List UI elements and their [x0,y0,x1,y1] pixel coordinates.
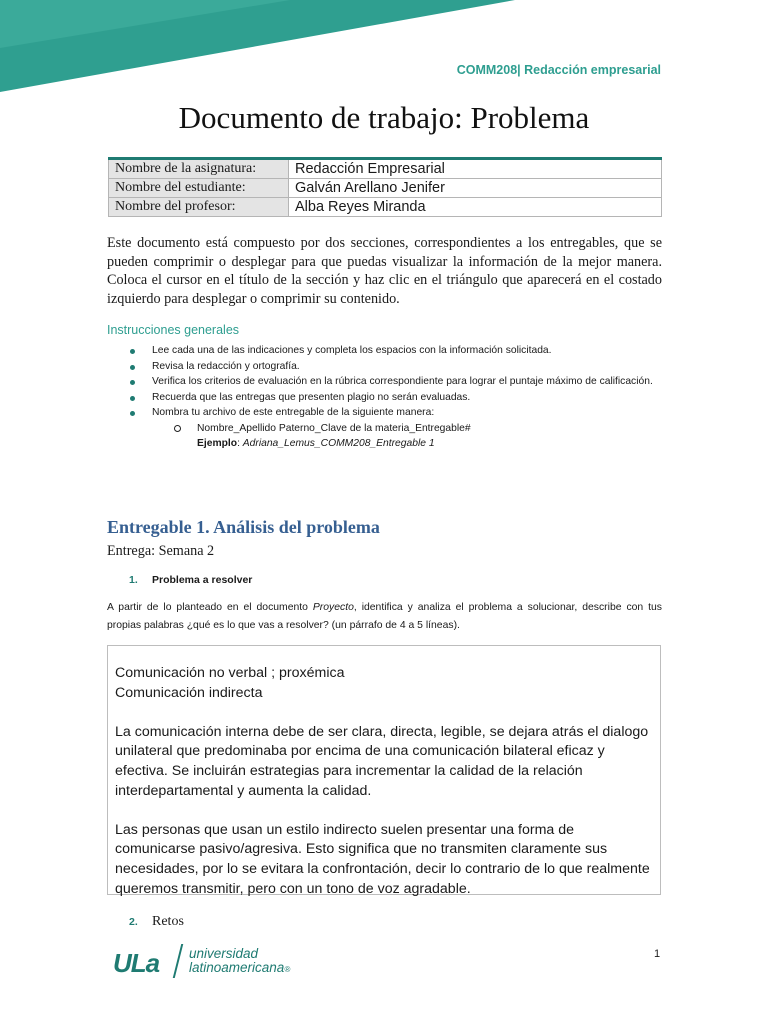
instructions-list [130,343,662,452]
header-banner [0,0,768,100]
step-problema: 1. Problema a resolver [129,574,253,586]
delivery-week: Entrega: Semana 2 [107,543,215,559]
subject-label: Nombre de la asignatura: [109,159,289,179]
student-label: Nombre del estudiante: [109,179,289,198]
subject-value[interactable]: Redacción Empresarial [289,159,662,179]
naming-format: Nombre_Apellido Paterno_Clave de la materia_Entregable# [130,421,662,437]
general-instructions-heading: Instrucciones generales [107,323,240,337]
intro-paragraph: Este documento está compuesto por dos secciones, correspondientes a los entregables, que se pueden comprimir o desplegar para que puedas visualizar la información de la mejor manera. Coloca el cursor en el título de la sección y haz clic en el triángulo que aparecerá en el costado izquierdo para desplegar o comprimir su contenido. [107,235,662,307]
answer-textbox[interactable] [107,645,661,895]
list-item: Verifica los criterios de evaluación en la rúbrica correspondiente para lograr el puntaje máximo de calificación. [130,374,662,390]
course-tag: COMM208| Redacción empresarial [456,63,661,77]
table-row [109,159,662,179]
bullet-icon [130,380,135,385]
logo-divider [173,944,183,978]
bullet-icon [130,365,135,370]
bullet-icon [130,349,135,354]
ula-logo-mark: ULa [113,948,160,978]
answer-line: Comunicación indirecta [115,684,263,701]
bullet-icon [130,396,135,401]
list-item: Lee cada una de las indicaciones y completa los espacios con la información solicitada. [130,343,662,359]
document-title: Documento de trabajo: Problema [178,100,590,135]
info-table [108,157,662,217]
answer-line: Comunicación no verbal ; proxémica [115,665,345,681]
page-number: 1 [654,948,661,960]
circle-bullet-icon [174,425,181,432]
list-item: Nombra tu archivo de este entregable de la siguiente manera: [130,405,662,421]
logo-wordmark: universidad latinoamericana® [189,946,291,975]
table-row [109,179,662,198]
professor-label: Nombre del profesor: [109,198,289,217]
answer-paragraph: La comunicación interna debe de ser clara, directa, legible, se dejara atrás el dialogo unilateral que predominaba por encima de una comunicación bilateral eficaz y efectiva. Se incluirán estrategias para incrementar la calidad de la relación interdepartamental y aumenta la calidad. [115,723,649,799]
answer-paragraph: Las personas que usan un estilo indirecto suelen presentar una forma de comunicarse pasivo/agresiva. Esto significa que no transmiten claramente sus necesidades, por lo se evitara la confrontación, decir lo contrario de lo que realmente queremos transmitir, pero con un tono de voz agradable. [115,821,650,897]
student-value[interactable]: Galván Arellano Jenifer [289,179,662,198]
list-item: Recuerda que las entregas que presenten plagio no serán evaluadas. [130,390,662,406]
bullet-icon [130,411,135,416]
professor-value[interactable]: Alba Reyes Miranda [289,198,662,217]
problem-prompt: A partir de lo planteado en el documento Proyecto, identifica y analiza el problema a solucionar, describe con tus propias palabras ¿qué es lo que vas a resolver? (un párrafo de 4 a 5 líneas). [107,602,662,631]
step-retos: 2. Retos [129,914,184,929]
section-heading-entregable-1[interactable]: Entregable 1. Análisis del problema [107,517,380,537]
naming-example: Ejemplo: Adriana_Lemus_COMM208_Entregable 1 [197,438,435,449]
table-row [109,198,662,217]
list-item: Revisa la redacción y ortografía. [130,359,662,375]
